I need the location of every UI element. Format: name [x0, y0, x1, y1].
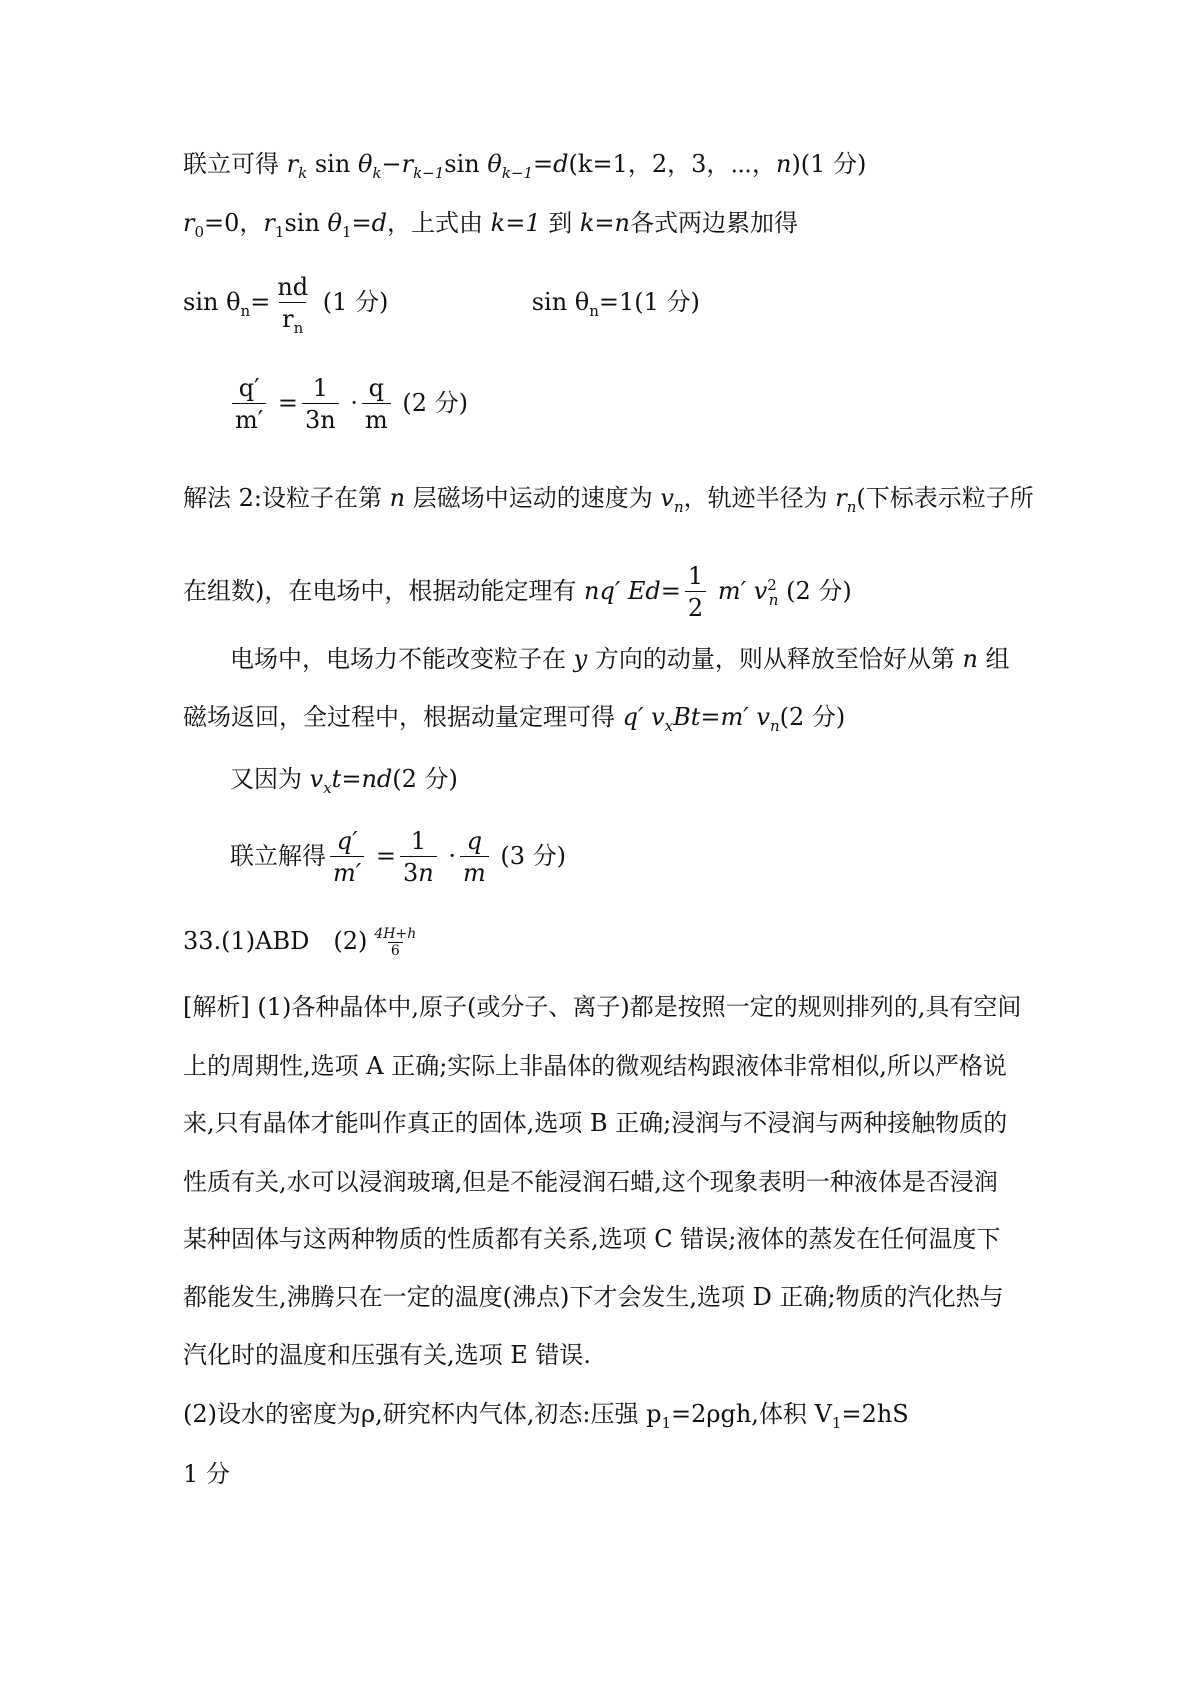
fraction-4h-plus-h-over-6: $\frac{4H+h}{6}$	[374, 926, 417, 959]
analysis-line-3: 来,只有晶体才能叫作真正的固体,选项 B 正确;浸润与不浸润与两种接触物质的	[183, 1109, 1008, 1137]
equation-line-4: $\frac{q'}{m'}$ = $\frac{1}{3n}$ · $\frac{q}{m}$ (2 分)	[228, 373, 468, 436]
text-line-7: 电场中，电场力不能改变粒子在 y 方向的动量，则从释放至恰好从第 n 组	[230, 645, 1010, 673]
score-line: 1 分	[183, 1460, 230, 1488]
analysis-line-1: [解析] (1)各种晶体中,原子(或分子、离子)都是按照一定的规则排列的,具有空间	[183, 993, 1022, 1021]
analysis-line-2: 上的周期性,选项 A 正确;实际上非晶体的微观结构跟液体非常相似,所以严格说	[183, 1052, 1007, 1080]
answer-line-33: 33.(1)ABD (2) $\frac{4H+h}{6}$	[183, 924, 423, 959]
analysis-line-4: 性质有关,水可以浸润玻璃,但是不能浸润石蜡,这个现象表明一种液体是否浸润	[183, 1168, 998, 1196]
equation-line-6: 在组数)，在电场中，根据动能定理有 nq′ Ed= $\frac{1}{2}$ m′ $v^2_n$ (2 分)	[183, 562, 852, 622]
fraction-q-over-m-2: $\frac{q}{m}$	[460, 826, 489, 889]
equation-line-2: $r_0=0$，$r_1\sin$ $\theta_1=d$，上式由 k=1 到 k=n各式两边累加得	[183, 209, 798, 241]
equation-line-1: 联立可得 $r_k$ $\sin \theta_k-r_{k-1}\sin$ $\theta_{k-1}=d(k=1$，2，3，⋯，n)(1 分)	[183, 150, 867, 182]
fraction-one-half: $\frac{1}{2}$	[685, 561, 706, 624]
equation-line-9: 又因为 $v_xt=nd(2$ 分)	[230, 765, 458, 797]
fraction-1-over-3n: $\frac{1}{3n}$	[302, 373, 339, 436]
fraction-q-over-m-prime: $\frac{q'}{m'}$	[232, 373, 266, 436]
fraction-q-over-m-prime-2: $\frac{q'}{m'}$	[330, 826, 364, 889]
analysis-line-6: 都能发生,沸腾只在一定的温度(沸点)下才会发生,选项 D 正确;物质的汽化热与	[183, 1283, 1004, 1311]
text-line-5: 解法 2:设粒子在第 n 层磁场中运动的速度为 $v_n$，轨迹半径为 $r_n$(下标表示粒子所	[183, 484, 1034, 516]
equation-line-3: $\sin \theta_n=$ $\frac{nd}{r_n}$ (1 分) $\sin \theta_n=1(1$ 分)	[183, 273, 700, 337]
fraction-nd-over-rn: $\frac{nd}{r_n}$	[277, 273, 309, 337]
fraction-q-over-m: $\frac{q}{m}$	[362, 373, 391, 436]
analysis-line-5: 某种固体与这两种物质的性质都有关系,选项 C 错误;液体的蒸发在任何温度下	[183, 1225, 1001, 1253]
analysis-line-8: (2)设水的密度为ρ,研究杯内气体,初态:压强 $p_1=2\rho gh$,体积 $V_1=2hS$	[183, 1400, 909, 1432]
equation-line-8: 磁场返回，全过程中，根据动量定理可得 q′ $v_xBt=m'$ $v_n(2$ 分)	[183, 703, 846, 735]
equation-line-10: 联立解得 $\frac{q'}{m'}$ = $\frac{1}{3n}$ · $\frac{q}{m}$ (3 分)	[230, 827, 567, 887]
fraction-1-over-3n-2: $\frac{1}{3n}$	[400, 826, 437, 889]
analysis-line-7: 汽化时的温度和压强有关,选项 E 错误.	[183, 1341, 592, 1369]
